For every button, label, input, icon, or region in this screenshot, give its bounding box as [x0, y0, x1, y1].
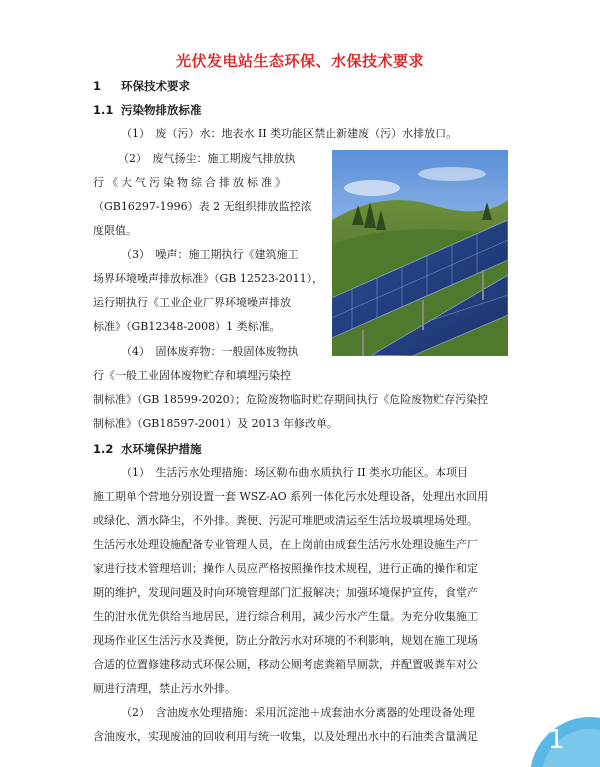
paragraph-line: 标准》（GB12348-2008）1 类标准。: [93, 320, 281, 333]
section-title: 污染物排放标准: [121, 103, 202, 117]
paragraph-line: 施工期单个营地分别设置一套 WSZ-AO 系列一体化污水处理设备，处理出水回用: [93, 490, 489, 503]
solar-panel-photo: [332, 150, 508, 356]
paragraph-line: 行《一般工业固体废物贮存和填埋污染控: [93, 369, 291, 382]
document-title: 光伏发电站生态环保、水保技术要求: [175, 52, 424, 70]
paragraph-line: 场界环境噪声排放标准》（GB 12523-2011），: [93, 272, 324, 285]
paragraph-line: 生活污水处理设施配备专业管理人员，在上岗前由成套生活污水处理设施生产厂: [93, 538, 478, 551]
paragraph-line: 含油废水，实现废油的回收利用与统一收集，以及处理出水中的石油类含量满足: [93, 730, 478, 743]
paragraph-line: （3） 噪声：施工期执行《建筑施工: [121, 248, 299, 261]
paragraph-line: 期的维护，发现问题及时向环境管理部门汇报解决；加强环境保护宣传，食堂产: [93, 586, 478, 599]
paragraph-line: 生的泔水优先供给当地居民，进行综合利用，减少污水产生量。为充分收集施工: [93, 610, 478, 623]
paragraph-line: （2） 含油废水处理措施：采用沉淀池＋成套油水分离器的处理设备处理: [121, 706, 475, 719]
paragraph-line: （1） 废（污）水：地表水 II 类功能区禁止新建废（污）水排放口。: [121, 127, 458, 140]
paragraph-line: （2） 废气扬尘：施工期废气排放执: [118, 152, 296, 165]
paragraph-line: 行《大气污染物综合排放标准》: [93, 176, 289, 189]
paragraph-line: （GB16297-1996）表 2 无组织排放监控浓: [93, 200, 312, 213]
paragraph-line: 度限值。: [93, 224, 137, 237]
section-heading-1-2: [93, 441, 202, 457]
paragraph-line: 制标准》（GB 18599-2020）；危险废物临时贮存期间执行《危险废物贮存污染控: [93, 393, 489, 406]
section-heading-1: [93, 78, 190, 94]
paragraph-line: 制标准》（GB18597-2001）及 2013 年修改单。: [93, 417, 339, 430]
paragraph-line: 家进行技术管理培训；操作人员应严格按照操作技术规程，进行正确的操作和定: [93, 562, 478, 575]
paragraph-line: 或绿化、洒水降尘，不外排。粪便、污泥可堆肥或清运至生活垃圾填埋场处理。: [93, 514, 478, 527]
section-number: 1: [93, 79, 102, 93]
paragraph-line: （4） 固体废弃物：一般固体废物执: [121, 345, 299, 358]
page-number: 1: [548, 725, 565, 755]
paragraph-line: 合适的位置修建移动式环保公厕，移动公厕考虑粪箱旱厕款，并配置吸粪车对公: [93, 658, 478, 671]
section-number: 1.1: [93, 103, 114, 117]
page-number-badge: [500, 697, 600, 767]
section-title: 水环境保护措施: [121, 442, 202, 456]
paragraph-line: 运行期执行《工业企业厂界环境噪声排放: [93, 296, 291, 309]
section-number: 1.2: [93, 442, 114, 456]
paragraph-line: 现场作业区生活污水及粪便，防止分散污水对环境的不利影响，规划在施工现场: [93, 634, 478, 647]
section-title: 环保技术要求: [121, 79, 190, 93]
section-heading-1-1: [93, 102, 202, 118]
paragraph-line: 厕进行清理，禁止污水外排。: [93, 682, 236, 695]
paragraph-line: （1） 生活污水处理措施：场区勒布曲水质执行 II 类水功能区。本项目: [121, 466, 469, 479]
